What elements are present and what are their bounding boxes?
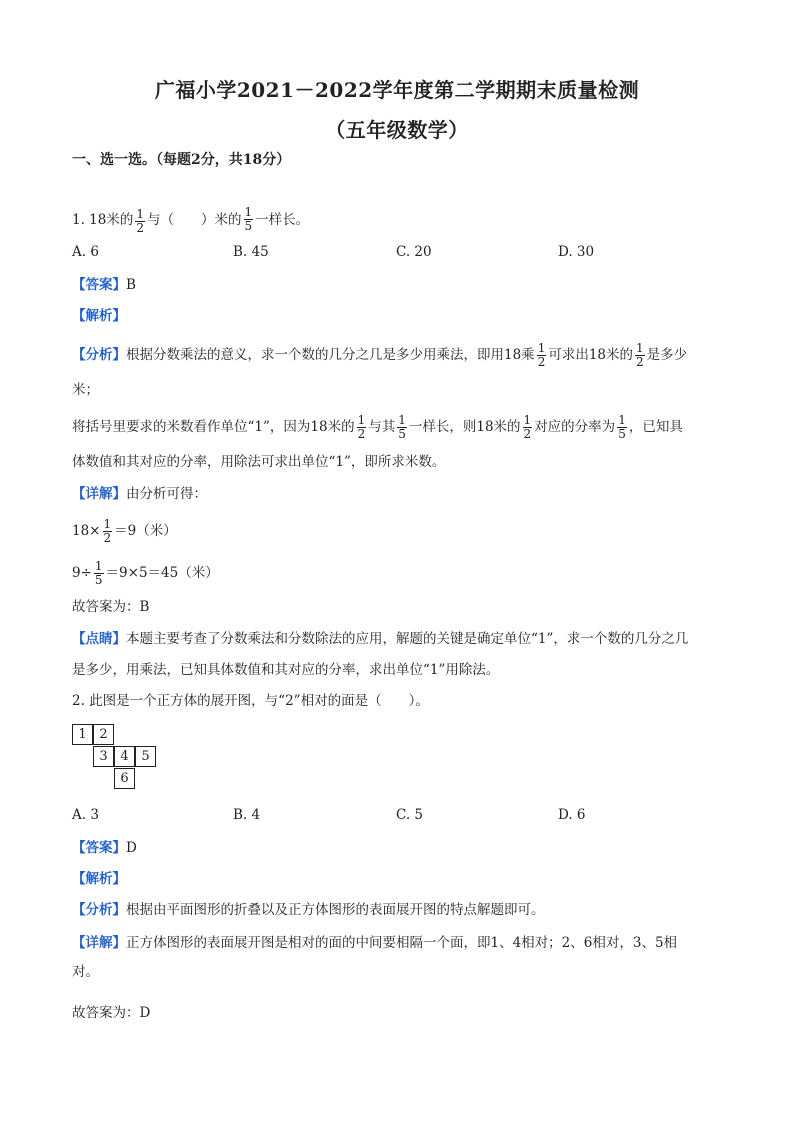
q2-option-a: A. 3 <box>72 807 99 823</box>
answer-tag: 【答案】 <box>72 277 126 293</box>
q1-calc2: 9÷ $\frac{1}{5}$ ＝9×5＝45（米） <box>72 559 219 587</box>
q2-option-d: D. 6 <box>558 807 586 823</box>
page-title: 广福小学2021－2022学年度第二学期期末质量检测 <box>154 78 640 102</box>
q1-calc1: 18× $\frac{1}{2}$ ＝9（米） <box>72 517 177 545</box>
cube-net-diagram <box>72 724 172 792</box>
q1-option-d: D. 30 <box>558 244 595 260</box>
q1-xiangjie: 【详解】由分析可得： <box>72 486 207 502</box>
fraction-one-fifth: $\frac{1}{5}$ <box>244 205 253 233</box>
q1-option-c: C. 20 <box>396 244 432 260</box>
q2-option-c: C. 5 <box>396 807 424 823</box>
q2-stem: 2. 此图是一个正方体的展开图，与“2”相对的面是（ ）。 <box>72 693 429 709</box>
net-cell-1: 1 <box>72 724 93 745</box>
page-subtitle: （五年级数学） <box>325 118 469 142</box>
q1-stem: 1. 18米的 $\frac{1}{2}$ 与（ ）米的 $\frac{1}{5}$ 一样长。 <box>72 205 310 235</box>
q2-conclusion: 故答案为：D <box>72 1005 151 1021</box>
net-cell-2: 2 <box>93 724 114 745</box>
section-heading: 一、选一选。（每题2分，共18分） <box>72 152 291 168</box>
q2-xiangjie-line2: 对。 <box>72 964 99 980</box>
q2-fenxi: 【分析】根据由平面图形的折叠以及正方体图形的表面展开图的特点解题即可。 <box>72 902 545 918</box>
q1-fenxi-line1: 【分析】根据分数乘法的意义，求一个数的几分之几是多少用乘法，即用18乘 $\frac{1}{2}$ 可求出18米的 $\frac{1}{2}$ 是多少 <box>72 341 688 369</box>
q1-fenxi-line2: 米； <box>72 382 99 398</box>
net-cell-4: 4 <box>114 746 135 767</box>
q1-fenxi-line3: 将括号里要求的米数看作单位“1”，因为18米的 $\frac{1}{2}$ 与其 $\frac{1}{5}$ 一样长，则18米的 $\frac{1}{2}$ 对应的分率为 $\frac{1}{5}$ ，已知具 <box>72 413 683 441</box>
q1-option-b: B. 45 <box>233 244 269 260</box>
net-cell-3: 3 <box>93 746 114 767</box>
q2-answer: 【答案】D <box>72 840 137 856</box>
q1-fenxi-line4: 体数值和其对应的分率，用除法可求出单位“1”，即所求米数。 <box>72 454 446 470</box>
q1-dianjing-line2: 是多少，用乘法，已知具体数值和其对应的分率，求出单位“1”用除法。 <box>72 662 500 678</box>
net-cell-5: 5 <box>135 746 156 767</box>
q2-option-b: B. 4 <box>233 807 261 823</box>
q2-xiangjie-line1: 【详解】正方体图形的表面展开图是相对的面的中间要相隔一个面，即1、4相对；2、6相对，3、5相 <box>72 935 678 951</box>
q1-conclusion: 故答案为：B <box>72 599 150 615</box>
q1-option-a: A. 6 <box>72 244 99 260</box>
q2-analysis-tag: 【解析】 <box>72 871 126 887</box>
net-cell-6: 6 <box>114 768 135 789</box>
q1-analysis-tag: 【解析】 <box>72 308 126 324</box>
fraction-one-half: $\frac{1}{2}$ <box>136 207 144 235</box>
q1-answer: 【答案】B <box>72 277 136 293</box>
q1-dianjing-line1: 【点睛】本题主要考查了分数乘法和分数除法的应用，解题的关键是确定单位“1”，求一个数的几分之几 <box>72 631 689 647</box>
